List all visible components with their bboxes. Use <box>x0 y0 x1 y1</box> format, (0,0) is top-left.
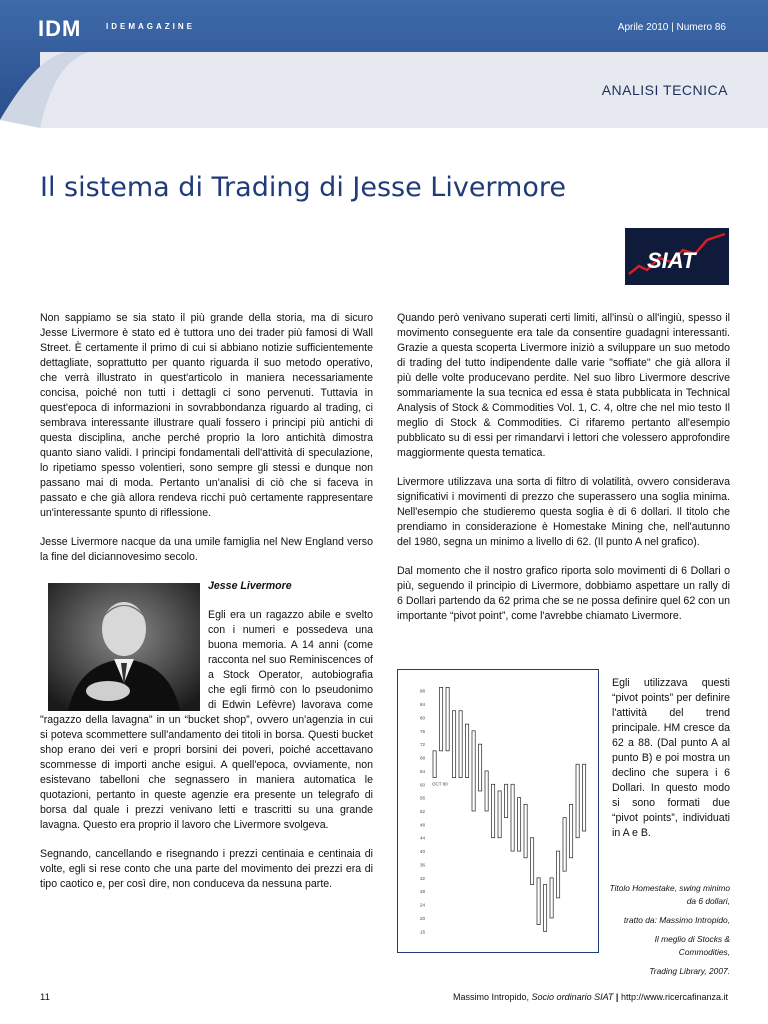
swing-bar <box>498 791 501 838</box>
swing-bar <box>440 687 443 751</box>
y-tick-label: 72 <box>420 742 426 748</box>
paragraph: Quando però venivano superati certi limiti, all'insù o all'ingiù, spesso il movimento conseguente era tale da consentire guadagni interessanti. Grazie a questa scoperta Livermore iniziò a sviluppare un suo metodo di trading del tutto indipendente dalle varie "soffiate" che già allora il più delle volte producevano perdite. Nel suo libro Livermore descrive sommariamente la sua tecnica ed essa è stata pubblicata in Technical Analysis of Stock & Commodities Vol. 1, C. 4, oltre che nel mio testo Il meglio di Stock & Commodities. Ci rifaremo pertanto all'esempio pubblicato su di essi per rimandarvi i lettori che volessero approfondire maggiormente questa tematica. <box>397 312 730 459</box>
y-tick-label: 60 <box>420 782 426 788</box>
paragraph: Livermore utilizzava una sorta di filtro di volatilità, ovvero considerava significativi i movimenti di prezzo che superassero una soglia minima. Nell'esempio che studieremo questa soglia è di 6 dollari. Il titolo che prendiamo in considerazione è Homestake Mining che, nell'autunno del 1980, segna un minimo a livello di 62. (Il punto A nel grafico). <box>397 476 730 548</box>
swing-bar <box>570 804 573 857</box>
swing-bar <box>544 885 547 932</box>
credit-line: Il meglio di Stocks & Commodities, <box>654 934 730 957</box>
chart-svg <box>398 670 598 952</box>
y-tick-label: 52 <box>420 809 426 814</box>
swing-bar <box>453 711 456 778</box>
credit-line: tratto da: Massimo Intropido, <box>623 915 730 925</box>
y-tick-label: 16 <box>420 929 426 935</box>
article-title: Il sistema di Trading di Jesse Livermore <box>40 172 566 203</box>
y-tick-label: 68 <box>420 755 426 761</box>
swing-bar <box>550 878 553 918</box>
y-tick-label: 48 <box>420 822 426 828</box>
idm-logo: IDM <box>38 16 82 41</box>
paragraph: Dal momento che il nostro grafico riporta solo movimenti di 6 Dollari o più, seguendo il principio di Livermore, dobbiamo aspettare un rally di 6 Dollari partendo da 62 prima che se ne possa definire quel 62 con un importante “pivot point”, come l'avrebbe chiamato Livermore. <box>397 565 730 622</box>
paragraph: Non sappiamo se sia stato il più grande della storia, ma di sicuro Jesse Livermore è stato ed è tuttora uno dei trader più famosi di Wall Street. È certamente il primo di cui si abbiano notizie sufficientemente dettagliate, soprattutto per quanto riguarda il suo metodo operativo, che verrà illustrato in quest'articolo in maniera necessariamente concisa, poiché non tutti i dettagli ci sono pervenuti. Tuttavia in quest'epoca di informazioni in sovrabbondanza riguardo al trading, ci sembrava interessante illustrare quali fossero i principi più antichi di questa disciplina, anche perché proprio la loro antichità dimostra quanto siano validi. I principi fondamentali dell'attività di speculazione, lo ripetiamo spesso volentieri, sono sempre gli stessi e dunque non passano mai di moda. Pertanto un'analisi di ciò che si faceva in passato e che già allora rendeva ricchi può certamente rappresentare un'interessante spunto di riflessione. <box>40 312 373 519</box>
swing-bar <box>557 851 560 898</box>
swing-bar <box>485 771 488 811</box>
swing-bar <box>583 764 586 831</box>
credit-line: Titolo Homestake, swing minimo da 6 dollari, <box>609 883 730 906</box>
paragraph: Egli era un ragazzo abile e svelto con i numeri e possedeva una buona memoria. A 14 anni (come racconta nel suo Reminiscences of a Stock Operator, autobiografia che egli firmò con lo pseudonimo di Edwin Lefèvre) lavorava come "ragazzo della lavagna" in un “bucket shop”, ovvero un'agenzia in cui si poteva scommettere sull'andamento dei titoli in borsa. Questi bucket shop erano dei veri e propri borsini dei poveri, poiché accettavano scommesse di importi anche esigui. A quell'epoca, ovviamente, non esistevano tabelloni che segnassero in maniera automatica le quotazioni, pertanto in queste agenzie era presente un telegrafo di borsa dal quale i prezzi venivano letti e trascritti su una grande lavagna. Questo era proprio il lavoro che Livermore svolgeva. <box>40 609 373 831</box>
magazine-name: IDEMAGAZINE <box>106 22 195 31</box>
swing-bar <box>537 878 540 925</box>
y-tick-label: 84 <box>420 702 426 708</box>
swing-bar <box>563 818 566 871</box>
chart-credit <box>608 882 730 984</box>
swing-bar <box>524 804 527 857</box>
column-left <box>40 311 373 906</box>
issue-info: Aprile 2010 | Numero 86 <box>617 22 726 33</box>
y-tick-label: 44 <box>420 835 426 841</box>
section-title: ANALISI TECNICA <box>601 82 728 98</box>
y-tick-label: 24 <box>420 902 426 908</box>
y-tick-label: 76 <box>420 728 426 734</box>
y-tick-label: 20 <box>420 915 426 921</box>
column-right <box>397 311 730 638</box>
swing-bar <box>576 764 579 838</box>
header-banner <box>0 0 768 130</box>
swing-bar <box>531 838 534 885</box>
homestake-chart <box>397 669 599 953</box>
swing-bar <box>459 711 462 778</box>
swing-bar <box>518 798 521 851</box>
y-tick-label: 88 <box>420 688 426 694</box>
swing-bar <box>466 724 469 777</box>
credit-line: Trading Library, 2007. <box>649 966 730 976</box>
y-tick-label: 80 <box>420 715 426 721</box>
y-tick-label: 40 <box>420 849 426 855</box>
chart-side-text: Egli utilizzava questi “pivot points” per definire l'attività del trend principale. HM cresce da 62 a 88. (Dal punto A al punto B) e poi mostra un declino che supera i 6 Dollari. In questo modo si sono formati due “pivot points”, individuati in A e B. <box>612 677 730 839</box>
portrait-photo <box>48 583 200 711</box>
y-tick-label: 28 <box>420 889 426 895</box>
footer-credit <box>453 992 728 1002</box>
swing-bar <box>446 687 449 751</box>
page-header <box>0 0 768 130</box>
swing-bar <box>433 751 436 778</box>
paragraph: Segnando, cancellando e risegnando i prezzi centinaia e centinaia di volte, egli si rese conto che una parte del movimento dei prezzi era di tipo caotico e, per così dire, non conduceva da nessuna parte. <box>40 848 373 890</box>
y-tick-label: 32 <box>420 875 426 881</box>
page-number: 11 <box>40 992 50 1003</box>
footer-author: Massimo Intropido, <box>453 992 532 1002</box>
swing-bar <box>511 784 514 851</box>
month-label: OCT 80 <box>432 781 448 787</box>
footer-url[interactable]: http://www.ricercafinanza.it <box>620 992 728 1002</box>
portrait-caption: Jesse Livermore <box>208 580 292 592</box>
y-tick-label: 56 <box>420 795 426 801</box>
swing-bar <box>479 744 482 791</box>
paragraph: Jesse Livermore nacque da una umile famiglia nel New England verso la fine del diciannovesimo secolo. <box>40 536 373 563</box>
footer-separator: | <box>613 992 621 1002</box>
swing-bar <box>492 784 495 837</box>
y-tick-label: 64 <box>420 768 426 774</box>
y-tick-label: 36 <box>420 862 426 868</box>
siat-logo <box>625 228 729 285</box>
footer-role: Socio ordinario SIAT <box>531 992 614 1002</box>
siat-logo-text: SIAT <box>647 248 696 273</box>
swing-bar <box>472 731 475 811</box>
swing-bar <box>505 784 508 817</box>
